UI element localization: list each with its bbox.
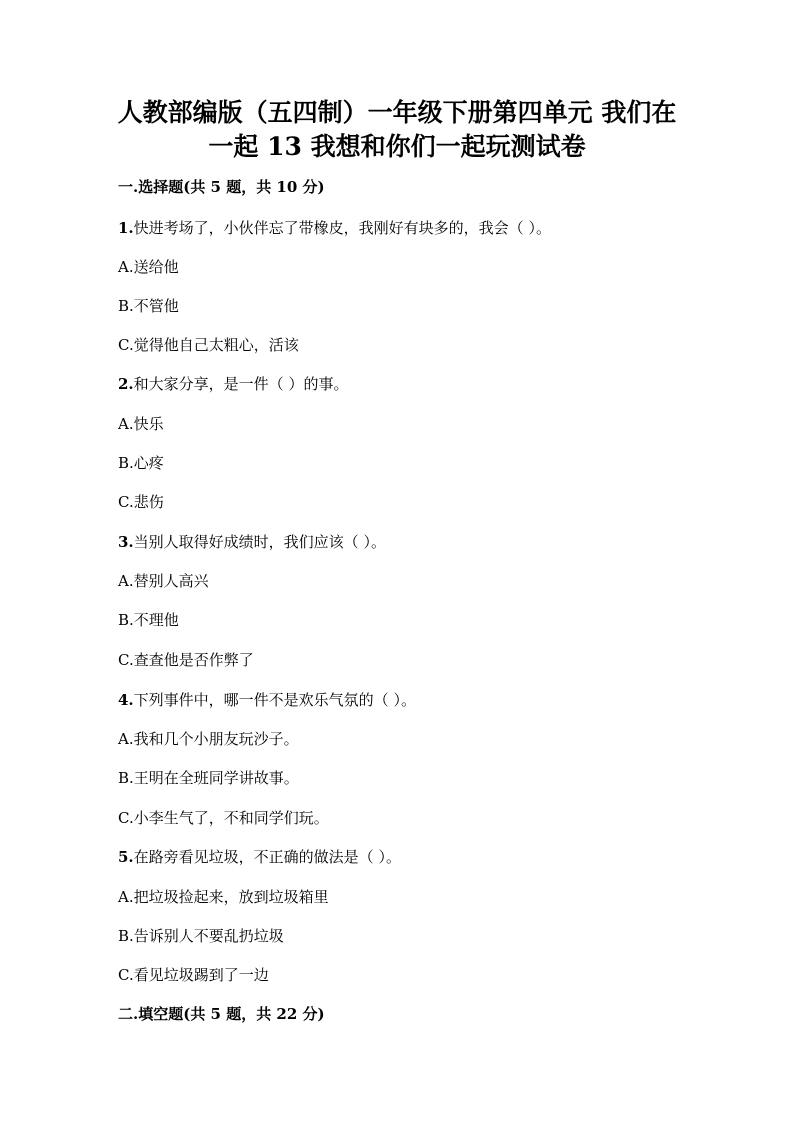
question-2-option-a: A.快乐 (118, 415, 164, 433)
question-2 (118, 374, 348, 394)
question-number: 1. (118, 219, 134, 237)
question-text: 当别人取得好成绩时，我们应该（ ）。 (133, 533, 386, 551)
question-1-option-a: A.送给他 (118, 258, 179, 276)
question-5-option-c: C.看见垃圾踢到了一边 (118, 966, 269, 984)
question-5-option-a: A.把垃圾捡起来，放到垃圾箱里 (118, 888, 329, 906)
question-2-option-c: C.悲伤 (118, 493, 164, 511)
question-3 (118, 532, 386, 552)
section-heading-fill-in-the-blank: 二.填空题(共 5 题，共 22 分) (118, 1005, 325, 1023)
question-4-option-a: A.我和几个小朋友玩沙子。 (118, 730, 299, 748)
question-1 (118, 218, 551, 238)
question-2-option-b: B.心疼 (118, 454, 164, 472)
section-heading-multiple-choice: 一.选择题(共 5 题，共 10 分) (118, 178, 325, 196)
question-number: 5. (118, 848, 134, 866)
question-5 (118, 847, 401, 867)
question-number: 3. (118, 533, 134, 551)
question-number: 2. (118, 375, 134, 393)
question-4-option-b: B.王明在全班同学讲故事。 (118, 769, 299, 787)
question-4-option-c: C.小李生气了，不和同学们玩。 (118, 809, 329, 827)
question-5-option-b: B.告诉别人不要乱扔垃圾 (118, 927, 284, 945)
document-title-line-1: 人教部编版（五四制）一年级下册第四单元 我们在 (117, 98, 677, 127)
question-text: 快进考场了，小伙伴忘了带橡皮，我刚好有块多的，我会（ ）。 (133, 219, 551, 237)
question-4 (118, 690, 416, 710)
question-number: 4. (118, 691, 134, 709)
question-text: 在路旁看见垃圾，不正确的做法是（ ）。 (133, 848, 401, 866)
question-3-option-c: C.查查他是否作弊了 (118, 651, 254, 669)
question-3-option-a: A.替别人高兴 (118, 572, 209, 590)
question-text: 下列事件中，哪一件不是欢乐气氛的（ ）。 (133, 691, 416, 709)
question-text: 和大家分享，是一件（ ）的事。 (133, 375, 349, 393)
question-1-option-b: B.不管他 (118, 297, 179, 315)
document-title-line-2: 一起 13 我想和你们一起玩测试卷 (208, 132, 586, 161)
question-1-option-c: C.觉得他自己太粗心，活该 (118, 336, 299, 354)
question-3-option-b: B.不理他 (118, 611, 179, 629)
